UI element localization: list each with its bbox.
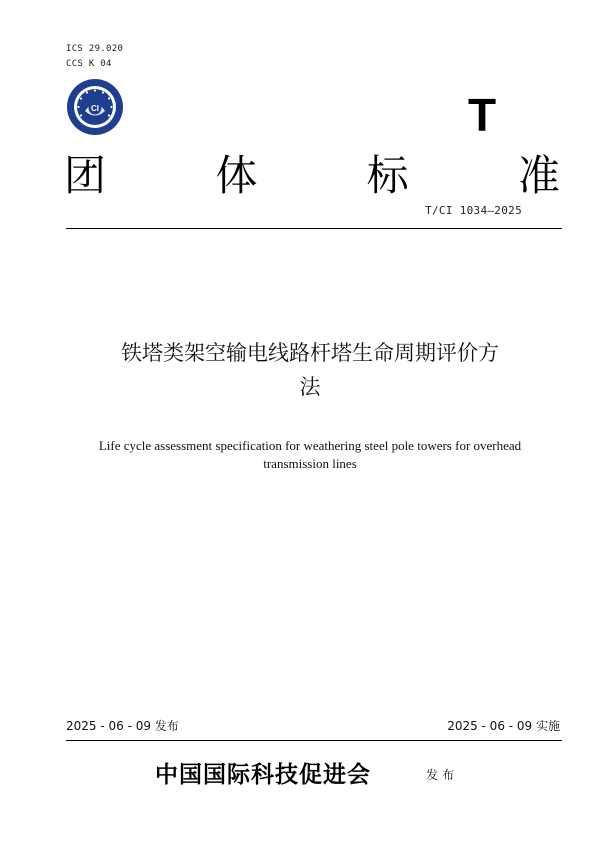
classification-codes	[66, 42, 123, 72]
document-title-chinese	[50, 336, 570, 404]
category-char: 标	[366, 151, 409, 200]
standard-type-letter: T	[468, 89, 497, 141]
logo-emblem-icon	[66, 78, 124, 136]
publisher-name: 中国国际科技促进会	[155, 762, 371, 788]
logo-text: CI	[91, 104, 99, 113]
title-line: 铁塔类架空输电线路杆塔生命周期评价方	[121, 341, 499, 365]
standard-category	[64, 145, 560, 201]
title-line: 法	[299, 375, 321, 399]
implementation-date: 2025 - 06 - 09 实施	[447, 719, 560, 733]
organization-logo	[66, 78, 124, 136]
category-char: 体	[215, 151, 258, 200]
document-title-english	[60, 437, 560, 473]
ccs-code: CCS K 04	[66, 59, 112, 69]
ics-code: ICS 29.020	[66, 44, 124, 54]
publish-date: 2025 - 06 - 09 发布	[66, 719, 179, 733]
category-char: 准	[517, 151, 560, 200]
publish-label: 发布	[426, 768, 459, 782]
category-char: 团	[64, 151, 107, 200]
standard-number: T/CI 1034—2025	[425, 204, 522, 217]
header-divider	[66, 228, 562, 229]
title-line: transmission lines	[263, 456, 357, 471]
title-line: Life cycle assessment specification for weathering steel pole towers for overhead	[98, 438, 522, 453]
footer-divider	[66, 740, 562, 741]
